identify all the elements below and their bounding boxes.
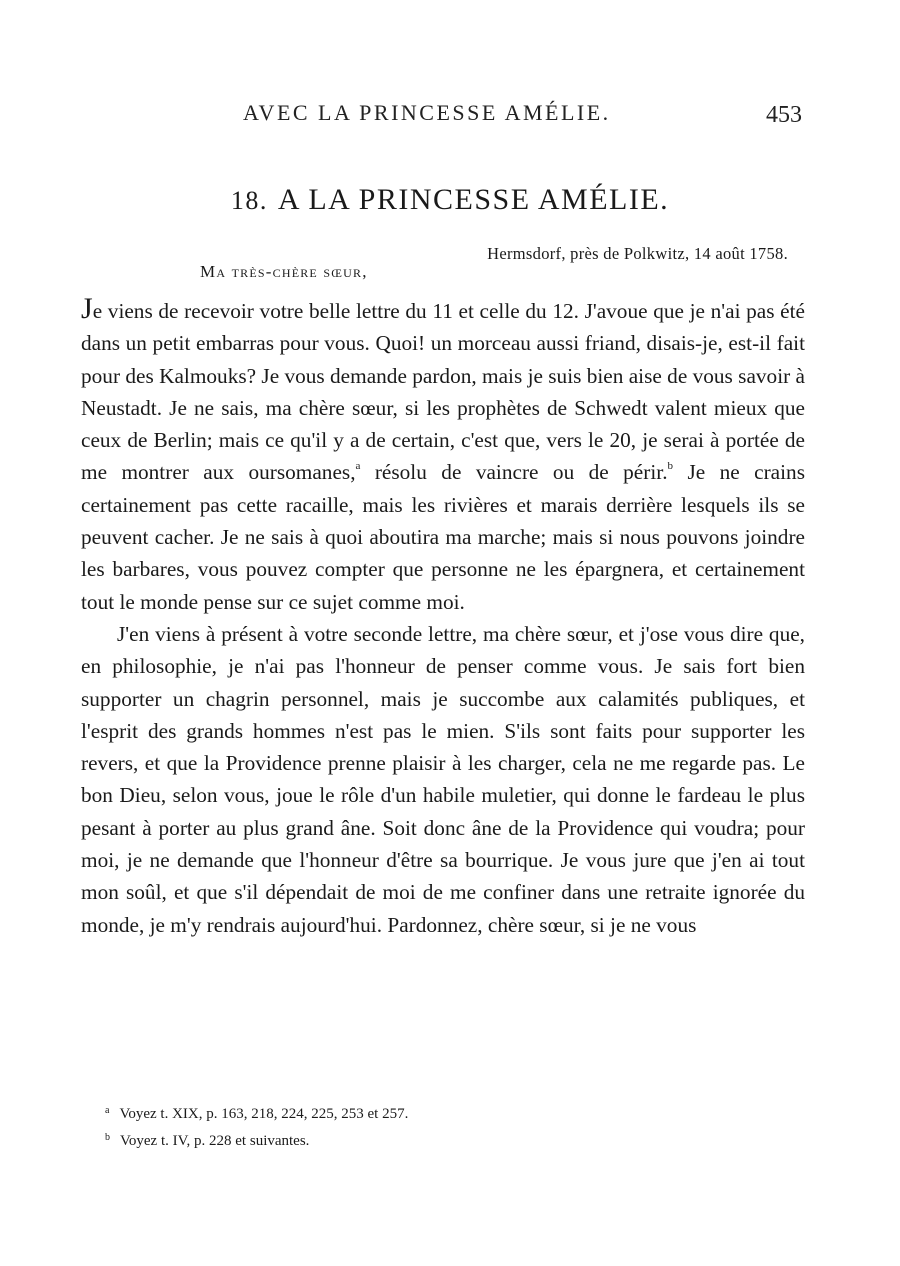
salutation: Ma très-chère sœur,	[200, 262, 368, 281]
footnote-ref-a: a	[355, 460, 361, 473]
place-date: Hermsdorf, près de Polkwitz, 14 août 1758.	[487, 244, 788, 263]
paragraph-2: J'en viens à présent à votre seconde lettre, ma chère sœur, et j'ose vous dire que, en philosophie, je n'ai pas l'honneur de penser comme vous. Je sais fort bien supporter un chagrin personnel, mais je succombe aux calamités publiques, et l'esprit des grands hommes n'est pas le mien. S'ils sont faits pour supporter les revers, et que la Providence prenne plaisir à les charger, cela ne me regarde pas. Le bon Dieu, selon vous, joue le rôle d'un habile muletier, qui donne le fardeau le plus pesant à porter au plus grand âne. Soit donc âne de la Providence qui voudra; pour moi, je ne demande que l'honneur d'être sa bourrique. Je vous jure que j'en ai tout mon soûl, et que s'il dépendait de moi de me confiner dans une retraite ignorée du monde, je m'y rendrais aujourd'hui. Pardonnez, chère sœur, si je ne vous	[81, 621, 805, 937]
footnote-b	[105, 1126, 408, 1153]
paragraph-1-part-b: résolu de vaincre ou de périr.	[360, 460, 668, 485]
footnote-mark-b: b	[105, 1132, 110, 1143]
paragraph-1-part-c: Je ne crains certainement pas cette racaille, mais les rivières et marais derrière lesquels ils se peuvent cacher. Je ne sais à quoi aboutira ma marche; mais si nous pouvons joindre les barbares, vous pouvez compter que personne ne les épargnera, et certainement tout le monde pense sur ce sujet comme moi.	[81, 460, 805, 614]
paragraph-1	[81, 293, 805, 618]
letter-heading	[0, 183, 900, 217]
page-number: 453	[766, 102, 802, 128]
footnote-text-b: Voyez t. IV, p. 228 et suivantes.	[120, 1133, 310, 1149]
running-head: AVEC LA PRINCESSE AMÉLIE.	[243, 100, 611, 125]
letter-title: A LA PRINCESSE AMÉLIE.	[277, 183, 670, 216]
footnote-a	[105, 1099, 408, 1126]
footnote-mark-a: a	[105, 1105, 110, 1116]
letter-number: 18.	[230, 186, 268, 215]
footnotes	[105, 1099, 408, 1153]
footnote-ref-b: b	[667, 460, 674, 473]
paragraph-1-part-a: Je viens de recevoir votre belle lettre du 11 et celle du 12. J'avoue que je n'ai pas été dans un petit embarras pour vous. Quoi! un morceau aussi friand, disais-je, est-il fait pour des Kalmouks? Je vous demande pardon, mais je suis bien aise de vous savoir à Neustadt. Je ne sais, ma chère sœur, si les prophètes de Schwedt valent mieux que ceux de Berlin; mais ce qu'il y a de certain, c'est que, vers le 20, je serai à portée de me montrer aux oursomanes,	[81, 292, 805, 485]
letter-body	[81, 293, 805, 941]
footnote-text-a: Voyez t. XIX, p. 163, 218, 224, 225, 253 et 257.	[119, 1106, 409, 1122]
